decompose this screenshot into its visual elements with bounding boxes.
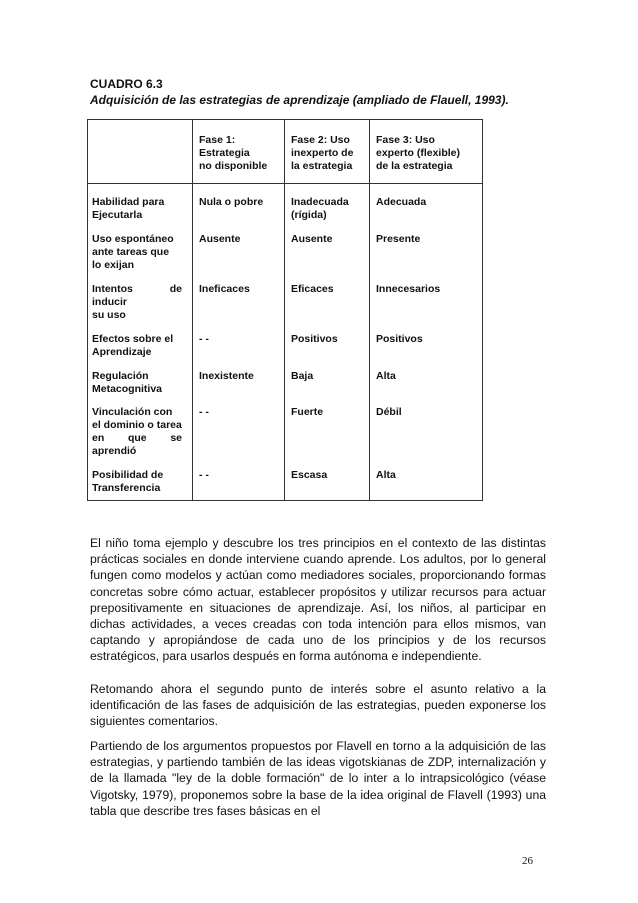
cell-fase-3: Positivos [376, 333, 423, 345]
row-label-line: en que se [92, 432, 182, 444]
cell-fase-1: Nula o pobre [199, 196, 264, 208]
column-divider [284, 120, 285, 500]
header-fase-3-text: Fase 3: Uso experto (flexible) de la estrategia [376, 134, 461, 172]
body-paragraph: El niño toma ejemplo y descubre los tres principios en el contexto de las distintas prácticas sociales en donde interviene cuando aprende. Los adultos, por lo general fungen como modelos y actúan como mediadores sociales, proporcionando formas concretas sobre cómo actuar, establecer propósitos y utilizar recursos para actuar prepositivamente en situaciones de aprendizaje. Así, los niños, al participar en dichas actividades, a veces creadas con toda intención para ellos mismos, van captando y apropiándose de cada uno de los principios y de los recursos estratégicos, para usarlos después en forma autónoma e independiente. [90, 536, 546, 664]
column-divider [192, 120, 193, 500]
cell-fase-1: Inexistente [199, 370, 254, 382]
row-label-regulacion: Regulación Metacognitiva [92, 370, 163, 395]
row-label-line: Vinculación con [92, 406, 173, 418]
table-caption: Adquisición de las estrategias de aprendizaje (ampliado de Flauell, 1993). [90, 93, 509, 107]
row-label-line: su uso [92, 309, 126, 321]
cell-fase-1: - - [199, 333, 209, 345]
cell-fase-1: - - [199, 406, 209, 418]
row-label-efectos: Efectos sobre el Aprendizaje [92, 333, 174, 358]
cell-fase-2: Escasa [291, 469, 328, 481]
header-fase-1 [199, 134, 285, 173]
page-number: 26 [522, 855, 533, 867]
cell-fase-2: Ausente [291, 233, 333, 245]
column-divider [369, 120, 370, 500]
cell-fase-2: Fuerte [291, 406, 324, 418]
cell-fase-2: Inadecuada (rígida) [291, 196, 349, 221]
cell-fase-3: Débil [376, 406, 402, 418]
row-label-line: el dominio o tarea [92, 419, 182, 431]
cell-fase-3: Alta [376, 370, 396, 382]
row-label-line: inducir [92, 296, 128, 308]
cell-fase-3: Presente [376, 233, 421, 245]
row-label-uso-espontaneo: Uso espontáneo ante tareas que lo exijan [92, 233, 174, 271]
row-label-vinculacion [92, 406, 182, 458]
header-fase-2 [291, 134, 371, 173]
row-label-intentos [92, 283, 182, 322]
cell-fase-2: Positivos [291, 333, 338, 345]
header-fase-3 [376, 134, 476, 173]
header-fase-1-text: Fase 1: Estrategia no disponible [199, 134, 268, 172]
header-divider [88, 183, 482, 184]
row-label-habilidad: Habilidad para Ejecutarla [92, 196, 165, 221]
row-label-transferencia: Posibilidad de Transferencia [92, 469, 164, 494]
cell-fase-2: Eficaces [291, 283, 334, 295]
cell-fase-1: Ausente [199, 233, 241, 245]
cell-fase-2: Baja [291, 370, 314, 382]
strategy-acquisition-table [87, 119, 483, 501]
cell-fase-3: Adecuada [376, 196, 427, 208]
cell-fase-3: Alta [376, 469, 396, 481]
body-paragraph: Retomando ahora el segundo punto de interés sobre el asunto relativo a la identificación de las fases de adquisición de las estrategias, pueden exponerse los siguientes comentarios. [90, 682, 546, 729]
row-label-line: Intentos de [92, 283, 182, 295]
cell-fase-1: Ineficaces [199, 283, 250, 295]
body-paragraph: Partiendo de los argumentos propuestos por Flavell en torno a la adquisición de las estrategias, y partiendo también de las ideas vigotskianas de ZDP, internalización y de la llamada "ley de la doble formación" de lo inter a lo intrapsicológico (véase Vigotsky, 1979), proponemos sobre la base de la idea original de Flavell (1993) una tabla que describe tres fases básicas en el [90, 739, 546, 818]
cell-fase-1: - - [199, 469, 209, 481]
table-number: CUADRO 6.3 [90, 77, 163, 91]
header-fase-2-text: Fase 2: Uso inexperto de la estrategia [291, 134, 354, 172]
cell-fase-3: Innecesarios [376, 283, 441, 295]
row-label-line: aprendió [92, 445, 137, 457]
